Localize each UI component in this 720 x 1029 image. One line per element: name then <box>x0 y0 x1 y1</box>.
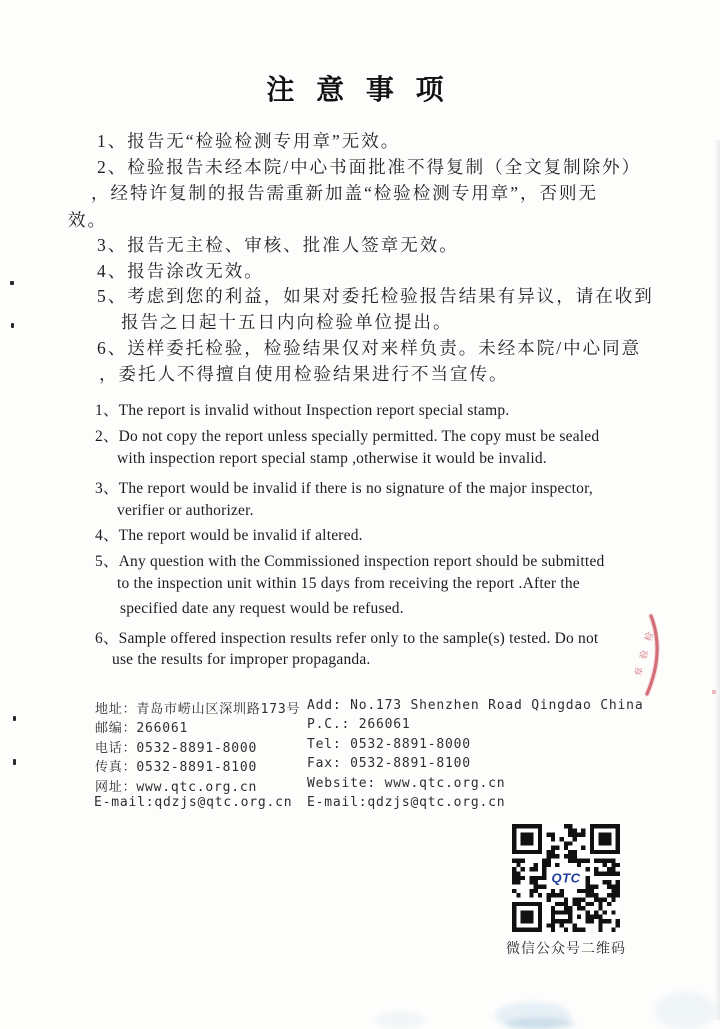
notice-en-line: use the results for improper propaganda. <box>112 651 371 668</box>
notice-en-line: 6、Sample offered inspection results refer only to the sample(s) tested. Do not <box>95 630 599 647</box>
page-title: 注 意 事 项 <box>266 74 454 105</box>
notice-cn-line: ，经特许复制的报告需重新加盖“检验检测专用章”，否则无 <box>91 183 599 203</box>
contact-fax-en: Fax: 0532-8891-8100 <box>307 756 471 771</box>
scan-speck <box>13 759 16 765</box>
notice-en-line: verifier or authorizer. <box>117 502 254 519</box>
red-seal-partial <box>632 610 672 702</box>
notice-cn-line: 2、检验报告未经本院/中心书面批准不得复制（全文复制除外） <box>97 157 642 177</box>
contact-email-cn: E-mail:qdzjs@qtc.org.cn <box>94 795 293 810</box>
contact-fax-cn: 传真：0532-8891-8100 <box>95 760 258 775</box>
notice-en-line: 4、The report would be invalid if altered. <box>95 527 363 544</box>
notice-cn-line: 6、送样委托检验，检验结果仅对来样负责。未经本院/中心同意 <box>97 338 642 358</box>
contact-phone-cn: 电话：0532-8891-8000 <box>95 741 258 756</box>
notice-cn-line: ，委托人不得擅自使用检验结果进行不当宣传。 <box>99 364 509 384</box>
scan-speck <box>13 716 16 721</box>
notice-en-line: to the inspection unit within 15 days from receiving the report .After the <box>117 575 580 592</box>
notice-cn-line: 5、考虑到您的利益，如果对委托检验报告结果有异议，请在收到 <box>97 286 654 306</box>
notice-cn-line: 报告之日起十五日内向检验单位提出。 <box>121 312 453 332</box>
scan-smudge <box>375 1012 425 1028</box>
wechat-qr-code <box>512 822 620 934</box>
notice-en-line: with inspection report special stamp ,otherwise it would be invalid. <box>117 450 547 467</box>
scan-smudge <box>505 1018 575 1029</box>
notice-en-line: 2、Do not copy the report unless specially permitted. The copy must be sealed <box>95 428 600 445</box>
notice-en-line: specified date any request would be refused. <box>120 600 404 617</box>
qr-caption: 微信公众号二维码 <box>506 942 626 957</box>
notice-en-line: 5、Any question with the Commissioned inspection report should be submitted <box>95 553 605 570</box>
notice-en-line: 3、The report would be invalid if there is no signature of the major inspector, <box>95 480 593 497</box>
contact-address-cn: 地址：青岛市崂山区深圳路173号 <box>95 702 301 717</box>
contact-postcode-en: P.C.: 266061 <box>307 717 411 732</box>
contact-postcode-cn: 邮编：266061 <box>95 721 189 736</box>
scan-smudge <box>655 992 715 1029</box>
notice-cn-line: 效。 <box>68 210 107 230</box>
contact-website-cn: 网址：www.qtc.org.cn <box>95 780 258 795</box>
contact-email-en: E-mail:qdzjs@qtc.org.cn <box>307 795 506 810</box>
seal-char: 验 <box>638 649 650 661</box>
scan-edge-shading <box>714 140 720 1020</box>
notice-cn-line: 3、报告无主检、审核、批准人签章无效。 <box>97 235 459 255</box>
contact-phone-en: Tel: 0532-8891-8000 <box>307 737 471 752</box>
seal-char: 检 <box>642 630 656 643</box>
scan-speck <box>11 323 14 328</box>
notice-cn-line: 4、报告涂改无效。 <box>97 261 264 281</box>
scan-speck <box>10 281 14 285</box>
contact-website-en: Website: www.qtc.org.cn <box>307 776 506 791</box>
notice-cn-line: 1、报告无“检验检测专用章”无效。 <box>97 131 401 151</box>
notice-en-line: 1、The report is invalid without Inspection report special stamp. <box>95 402 510 419</box>
contact-address-en: Add: No.173 Shenzhen Road Qingdao China <box>307 698 644 713</box>
seal-char: 章 <box>633 666 645 677</box>
qtc-logo: QTC <box>549 870 584 887</box>
